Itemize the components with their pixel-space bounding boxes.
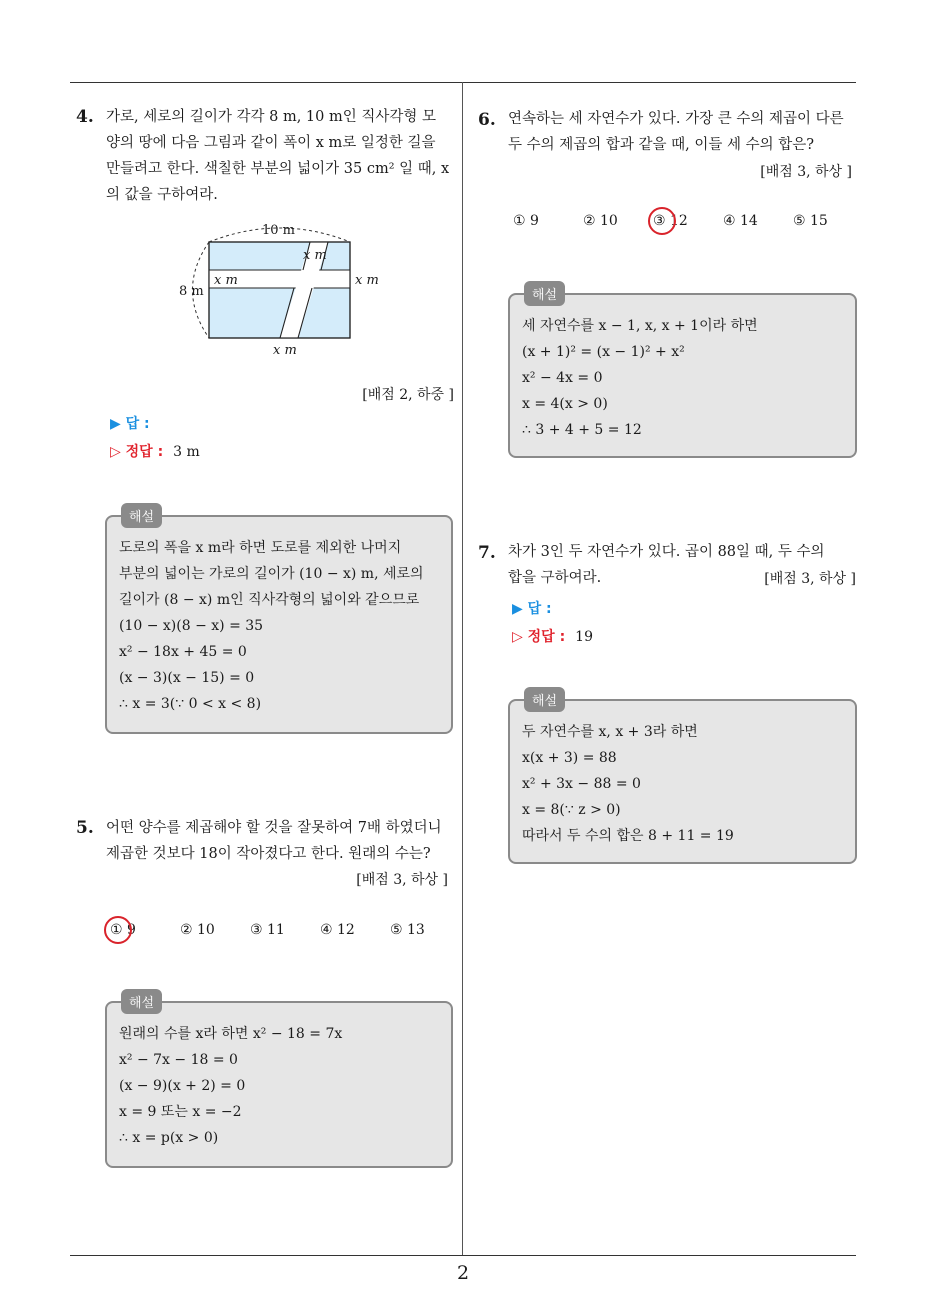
solution-line: 두 자연수를 x, x + 3라 하면 [522,724,698,740]
solution-tag: 해설 [121,503,162,528]
choice-3[interactable]: ③ 12 [653,213,688,229]
q7-correct-answer [512,626,593,646]
page-number: 2 [456,1262,470,1284]
solution-tag: 해설 [121,989,162,1014]
solution-line: (x − 3)(x − 15) = 0 [119,670,255,686]
q4-road-figure [170,220,390,360]
land-rect [209,242,350,338]
q5-number: 5. [76,818,94,838]
solution-line: (10 − x)(8 − x) = 35 [119,618,264,634]
solution-line: x² − 4x = 0 [522,370,603,386]
q5-text-line: 제곱한 것보다 18이 작아졌다고 한다. 원래의 수는? [106,846,431,862]
choice-5[interactable]: ⑤ 15 [793,213,828,229]
bottom-rule [70,1255,856,1256]
solution-tag: 해설 [524,281,565,306]
q7-number: 7. [478,543,496,563]
q6-text-line: 두 수의 제곱의 합과 같을 때, 이들 세 수의 합은? [508,137,814,153]
solution-line: 원래의 수를 x라 하면 x² − 18 = 7x [119,1026,343,1042]
choice-2[interactable]: ② 10 [180,922,215,938]
selected-choice-mark [104,916,132,944]
road-width-label: x m [214,273,238,288]
q4-solution-box [105,510,453,734]
q4-text-line: 양의 땅에 다음 그림과 같이 폭이 x m로 일정한 길을 [106,135,436,151]
q7-solution-box [508,694,857,864]
choice-1[interactable]: ① 9 [110,922,136,938]
q5-text-line: 어떤 양수를 제곱해야 할 것을 잘못하여 7배 하였더니 [106,820,442,836]
q4-meta: [배점 2, 하중 ] [362,387,454,403]
q4-text-line: 가로, 세로의 길이가 각각 8 m, 10 m인 직사각형 모 [106,109,436,125]
solution-line: 따라서 두 수의 합은 8 + 11 = 19 [522,828,734,844]
q6-solution-box [508,288,857,458]
choice-4[interactable]: ④ 14 [723,213,758,229]
solution-line: (x − 9)(x + 2) = 0 [119,1078,246,1094]
solution-line: ∴ x = 3(∵ 0 < x < 8) [119,696,262,712]
solution-line: ∴ x = p(x > 0) [119,1130,219,1146]
solution-line: (x + 1)² = (x − 1)² + x² [522,344,685,360]
q7-meta: [배점 3, 하상 ] [764,571,856,587]
q5-text [106,815,458,867]
solution-line: x(x + 3) = 88 [522,750,617,766]
q7-text-line: 차가 3인 두 자연수가 있다. 곱이 88일 때, 두 수의 [508,544,825,560]
solution-tag: 해설 [524,687,565,712]
top-rule [70,82,856,83]
q7-answer-label: ▶ 답 : [512,601,552,617]
left-length-label: 8 m [179,284,204,299]
q6-choices [513,213,843,229]
selected-choice-mark [648,207,676,235]
q7-text-line: 합을 구하여라. [508,570,602,586]
q4-answer-label: ▶ 답 : [110,416,150,432]
correct-value: 19 [575,629,593,645]
choice-1[interactable]: ① 9 [513,213,539,229]
q4-text-line: 만들려고 한다. 색칠한 부분의 넓이가 35 cm² 일 때, x [106,161,450,177]
solution-line: 도로의 폭을 x m라 하면 도로를 제외한 나머지 [119,540,402,556]
q5-solution-box [105,996,453,1168]
q5-meta: [배점 3, 하상 ] [356,872,448,888]
correct-label: ▷ 정답 : [512,629,566,645]
q4-text [106,104,458,208]
solution-line: x = 9 또는 x = −2 [119,1104,242,1120]
choice-2[interactable]: ② 10 [583,213,618,229]
solution-line: x² + 3x − 88 = 0 [522,776,641,792]
solution-line: x = 8(∵ z > 0) [522,802,621,818]
q4-correct-answer [110,441,200,461]
solution-line: x² − 7x − 18 = 0 [119,1052,238,1068]
solution-line: ∴ 3 + 4 + 5 = 12 [522,422,642,438]
solution-line: 길이가 (8 − x) m인 직사각형의 넓이와 같으므로 [119,592,420,608]
correct-label: ▷ 정답 : [110,444,164,460]
q6-number: 6. [478,110,496,130]
choice-3[interactable]: ③ 11 [250,922,285,938]
road-width-label: x m [273,343,297,358]
column-divider [462,82,463,1255]
correct-value: 3 m [173,444,200,460]
road-width-label: x m [355,273,379,288]
top-length-label: 10 m [262,223,296,238]
solution-line: x = 4(x > 0) [522,396,608,412]
solution-line: x² − 18x + 45 = 0 [119,644,247,660]
q6-text [508,106,860,158]
choice-4[interactable]: ④ 12 [320,922,355,938]
choice-5[interactable]: ⑤ 13 [390,922,425,938]
q6-text-line: 연속하는 세 자연수가 있다. 가장 큰 수의 제곱이 다른 [508,111,844,127]
solution-line: 부분의 넓이는 가로의 길이가 (10 − x) m, 세로의 [119,566,424,582]
road-width-label: x m [303,248,327,263]
solution-line: 세 자연수를 x − 1, x, x + 1이라 하면 [522,318,758,334]
q6-meta: [배점 3, 하상 ] [760,164,852,180]
q5-choices [110,922,440,938]
q4-number: 4. [76,107,94,127]
q4-text-line: 의 값을 구하여라. [106,187,218,203]
